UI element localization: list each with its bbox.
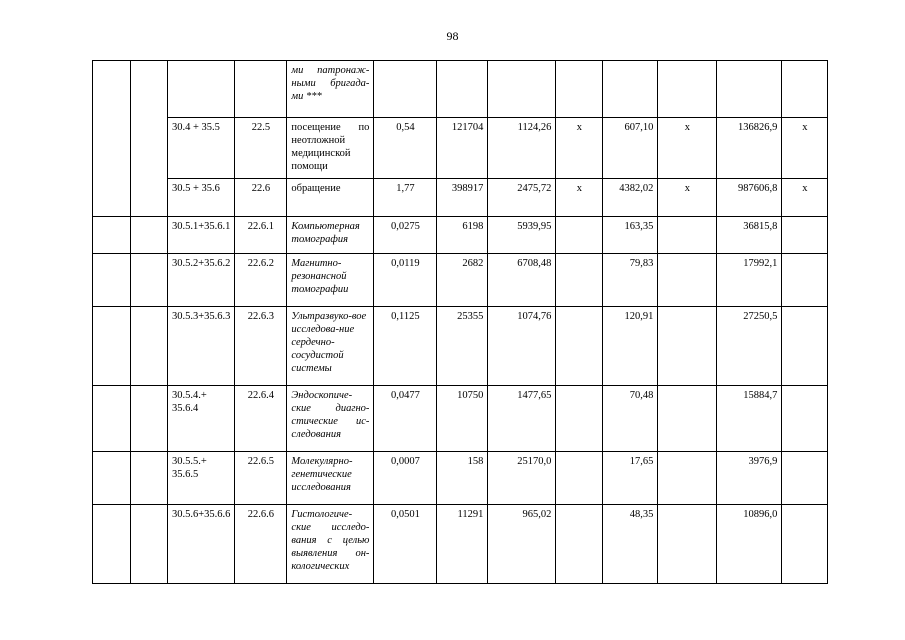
value-cell xyxy=(658,505,717,584)
value-cell xyxy=(782,217,828,254)
value-cell xyxy=(782,452,828,505)
table-row xyxy=(93,505,828,584)
value-cell xyxy=(556,505,603,584)
service-name-cell: посещение по неотложной медицинской помощи xyxy=(287,118,374,179)
value-cell xyxy=(782,386,828,452)
tariff-table xyxy=(92,60,828,584)
code-cell xyxy=(168,61,235,118)
value-cell: 987606,8 xyxy=(717,179,782,217)
group-cell-1 xyxy=(93,217,131,254)
value-cell: x xyxy=(658,179,717,217)
value-cell: 0,0119 xyxy=(374,254,437,307)
value-cell: 25170,0 xyxy=(488,452,556,505)
value-cell: 2682 xyxy=(437,254,488,307)
group-cell-2 xyxy=(131,307,168,386)
value-cell xyxy=(556,452,603,505)
table-row xyxy=(93,118,828,179)
table-row xyxy=(93,452,828,505)
subcode-cell: 22.6.3 xyxy=(235,307,287,386)
group-cell-2 xyxy=(131,217,168,254)
group-cell-1 xyxy=(93,452,131,505)
group-cell-2 xyxy=(131,505,168,584)
value-cell: 17992,1 xyxy=(717,254,782,307)
value-cell: 120,91 xyxy=(603,307,658,386)
value-cell xyxy=(782,505,828,584)
value-cell xyxy=(658,386,717,452)
code-cell: 30.5.5.+ 35.6.5 xyxy=(168,452,235,505)
value-cell xyxy=(782,307,828,386)
service-name-cell: Молекулярно-генетические исследования xyxy=(287,452,374,505)
value-cell: 0,54 xyxy=(374,118,437,179)
value-cell xyxy=(658,307,717,386)
code-cell: 30.5.2+35.6.2 xyxy=(168,254,235,307)
value-cell: 607,10 xyxy=(603,118,658,179)
value-cell: 6198 xyxy=(437,217,488,254)
table-row xyxy=(93,61,828,118)
code-cell: 30.5 + 35.6 xyxy=(168,179,235,217)
subcode-cell: 22.5 xyxy=(235,118,287,179)
value-cell xyxy=(658,61,717,118)
value-cell xyxy=(658,217,717,254)
value-cell: 79,83 xyxy=(603,254,658,307)
value-cell: 0,0275 xyxy=(374,217,437,254)
subcode-cell: 22.6 xyxy=(235,179,287,217)
subcode-cell xyxy=(235,61,287,118)
code-cell: 30.5.6+35.6.6 xyxy=(168,505,235,584)
value-cell xyxy=(782,61,828,118)
value-cell: 121704 xyxy=(437,118,488,179)
table-row xyxy=(93,179,828,217)
value-cell xyxy=(603,61,658,118)
value-cell xyxy=(556,307,603,386)
service-name-cell: Гистологиче-ские исследо-вания с целью выявления он-кологических xyxy=(287,505,374,584)
value-cell: 17,65 xyxy=(603,452,658,505)
value-cell: 1,77 xyxy=(374,179,437,217)
subcode-cell: 22.6.1 xyxy=(235,217,287,254)
table-row xyxy=(93,386,828,452)
service-name-cell: Эндоскопиче-ские диагно-стические ис-следования xyxy=(287,386,374,452)
value-cell: x xyxy=(556,179,603,217)
value-cell: 5939,95 xyxy=(488,217,556,254)
group-cell-1 xyxy=(93,386,131,452)
service-name-cell: обращение xyxy=(287,179,374,217)
value-cell: 158 xyxy=(437,452,488,505)
group-cell-2 xyxy=(131,61,168,217)
value-cell: 36815,8 xyxy=(717,217,782,254)
group-cell-1 xyxy=(93,505,131,584)
table-row xyxy=(93,254,828,307)
value-cell: 136826,9 xyxy=(717,118,782,179)
subcode-cell: 22.6.5 xyxy=(235,452,287,505)
value-cell: 27250,5 xyxy=(717,307,782,386)
value-cell: 0,0501 xyxy=(374,505,437,584)
value-cell: 2475,72 xyxy=(488,179,556,217)
table-row xyxy=(93,307,828,386)
value-cell: 10896,0 xyxy=(717,505,782,584)
page-number: 98 xyxy=(446,29,459,43)
subcode-cell: 22.6.6 xyxy=(235,505,287,584)
value-cell: 70,48 xyxy=(603,386,658,452)
value-cell xyxy=(556,254,603,307)
value-cell xyxy=(658,452,717,505)
value-cell: 1124,26 xyxy=(488,118,556,179)
value-cell: 4382,02 xyxy=(603,179,658,217)
code-cell: 30.5.1+35.6.1 xyxy=(168,217,235,254)
value-cell: 25355 xyxy=(437,307,488,386)
value-cell: x xyxy=(556,118,603,179)
value-cell xyxy=(556,217,603,254)
value-cell: x xyxy=(782,179,828,217)
group-cell-2 xyxy=(131,452,168,505)
service-name-cell: Компьютерная томография xyxy=(287,217,374,254)
value-cell xyxy=(556,61,603,118)
value-cell: 1477,65 xyxy=(488,386,556,452)
group-cell-2 xyxy=(131,386,168,452)
value-cell: 0,0477 xyxy=(374,386,437,452)
value-cell xyxy=(717,61,782,118)
value-cell xyxy=(658,254,717,307)
value-cell: 10750 xyxy=(437,386,488,452)
code-cell: 30.4 + 35.5 xyxy=(168,118,235,179)
group-cell-1 xyxy=(93,254,131,307)
value-cell xyxy=(437,61,488,118)
value-cell: 15884,7 xyxy=(717,386,782,452)
value-cell: 1074,76 xyxy=(488,307,556,386)
group-cell-1 xyxy=(93,307,131,386)
value-cell xyxy=(782,254,828,307)
value-cell: 163,35 xyxy=(603,217,658,254)
value-cell: x xyxy=(782,118,828,179)
service-name-cell: ми патронаж-ными бригада-ми *** xyxy=(287,61,374,118)
value-cell xyxy=(556,386,603,452)
value-cell: x xyxy=(658,118,717,179)
table-row xyxy=(93,217,828,254)
value-cell: 0,0007 xyxy=(374,452,437,505)
group-cell-2 xyxy=(131,254,168,307)
value-cell: 11291 xyxy=(437,505,488,584)
subcode-cell: 22.6.2 xyxy=(235,254,287,307)
value-cell xyxy=(488,61,556,118)
value-cell: 0,1125 xyxy=(374,307,437,386)
value-cell: 6708,48 xyxy=(488,254,556,307)
value-cell: 3976,9 xyxy=(717,452,782,505)
service-name-cell: Ультразвуко-вое исследова-ние сердечно-сосудистой системы xyxy=(287,307,374,386)
value-cell: 398917 xyxy=(437,179,488,217)
value-cell: 48,35 xyxy=(603,505,658,584)
value-cell: 965,02 xyxy=(488,505,556,584)
code-cell: 30.5.3+35.6.3 xyxy=(168,307,235,386)
service-name-cell: Магнитно-резонансной томографии xyxy=(287,254,374,307)
value-cell xyxy=(374,61,437,118)
subcode-cell: 22.6.4 xyxy=(235,386,287,452)
group-cell-1 xyxy=(93,61,131,217)
code-cell: 30.5.4.+ 35.6.4 xyxy=(168,386,235,452)
